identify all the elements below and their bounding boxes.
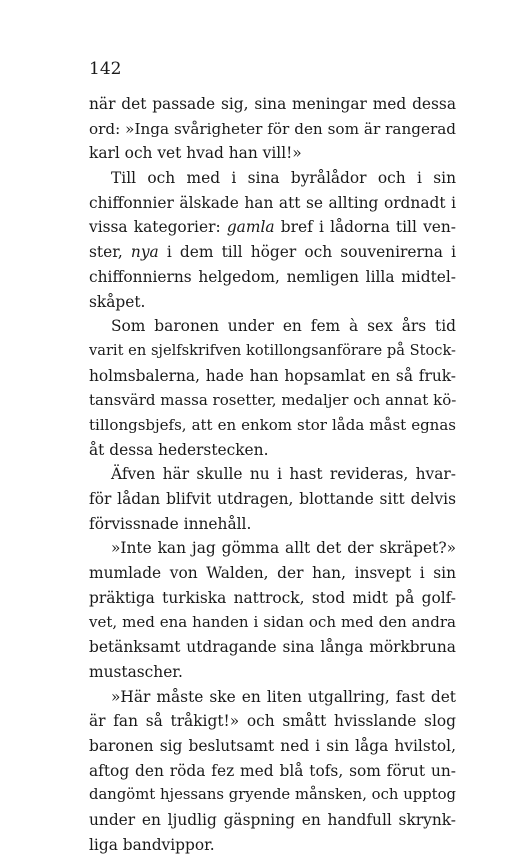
text-line: för lådan blifvit utdragen, blottande sitt delvis	[89, 490, 456, 508]
text-line: präktiga turkiska nattrock, stod midt på golf-	[89, 588, 456, 607]
text-line: är fan så tråkigt!» och smått hvisslande slog	[89, 712, 456, 731]
text-line: tansvärd massa rosetter, medaljer och annat kö-	[89, 391, 457, 410]
text-line: under en ljudlig gäspning en handfull skrynk-	[89, 810, 456, 829]
italic-word: gamla	[226, 218, 275, 237]
text-line: förvissnade innehåll.	[89, 514, 252, 533]
text-line: »Här måste ske en liten utgallring, fast det	[111, 687, 456, 706]
text-line: chiffonnierns helgedom, nemligen lilla midtel-	[89, 267, 456, 286]
text-line: dangömt hjessans gryende månsken, och upptog	[89, 786, 456, 804]
text-line: tillongsbjefs, att en enkom stor låda måst egnas	[89, 415, 456, 434]
text-line: aftog den röda fez med blå tofs, som förut un-	[89, 761, 456, 780]
text-line: vissa kategorier: gamla bref i lådorna till ven-	[89, 218, 456, 237]
text-line: mustascher.	[89, 662, 183, 681]
text-line: betänksamt utdragande sina långa mörkbruna	[89, 638, 456, 657]
text-line: ster, nya i dem till höger och souvenirerna i	[89, 243, 456, 262]
text-line: skåpet.	[89, 292, 146, 311]
body-text	[89, 92, 456, 857]
text-line: Till och med i sina byrålådor och i sin	[111, 169, 456, 188]
page-number: 142	[89, 59, 122, 79]
text-line: Äfven här skulle nu i hast revideras, hvar-	[111, 465, 456, 484]
text-line: vet, med ena handen i sidan och med den andra	[89, 613, 456, 632]
text-line: holmsbalerna, hade han hopsamlat en så fruk-	[89, 366, 456, 385]
text-line: chiffonnier älskade han att se allting ordnadt i	[89, 193, 456, 212]
text-line: liga bandvippor.	[89, 835, 215, 854]
text-line: varit en sjelfskrifven kotillongsanförare på Stock-	[89, 341, 456, 359]
text-line: ord: »Inga svårigheter för den som är rangerad	[89, 119, 456, 138]
text-line: baronen sig beslutsamt ned i sin låga hvilstol,	[89, 736, 456, 755]
text-line: när det passade sig, sina meningar med dessa	[89, 95, 456, 113]
text-line: Som baronen under en fem à sex års tid	[111, 317, 456, 336]
text-line: karl och vet hvad han vill!»	[89, 144, 302, 163]
text-line: åt dessa hedersteckеn.	[89, 440, 269, 459]
italic-word: nya	[130, 243, 159, 262]
text-line: mumlade von Walden, der han, insvept i sin	[89, 564, 456, 583]
text-line: »Inte kan jag gömma allt det der skräpet?»	[111, 539, 456, 558]
